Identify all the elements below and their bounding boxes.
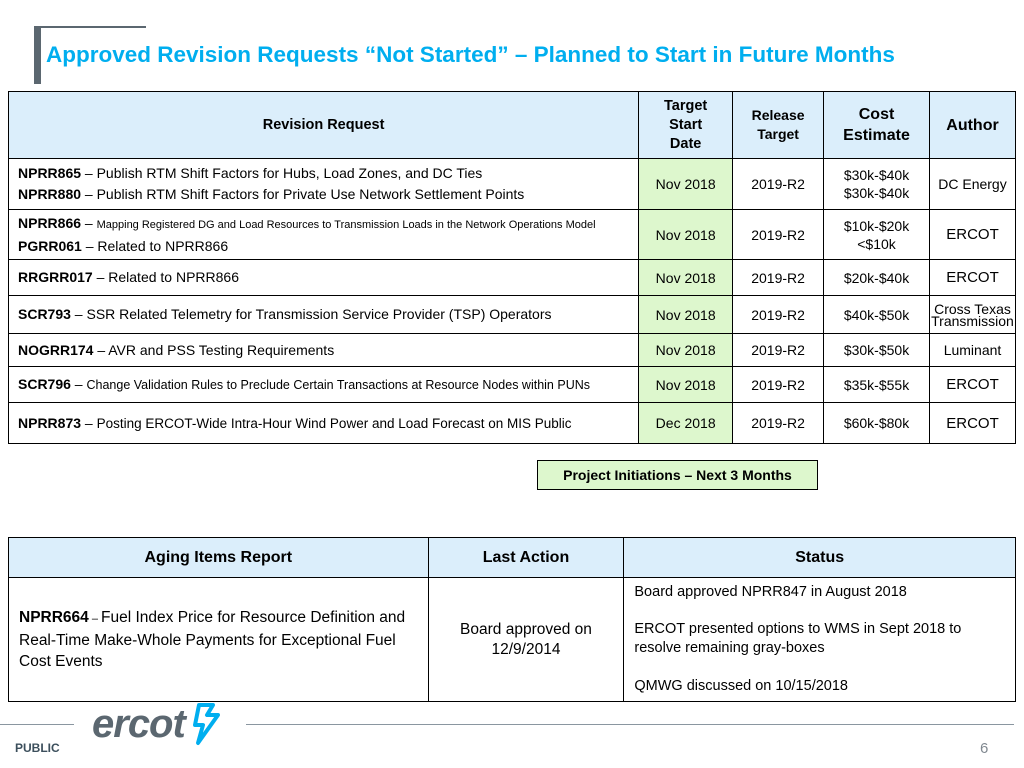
request-cell: NPRR866 – Mapping Registered DG and Load Resources to Transmission Loads in the Network Operations Model PGRR061 – Related to NPRR866 [9, 210, 639, 260]
author-cell: ERCOT [929, 260, 1015, 296]
cost-estimate-cell: $10k-$20k <$10k [824, 210, 930, 260]
target-start-cell: Nov 2018 [639, 334, 733, 367]
table-row [9, 210, 1016, 260]
request-desc: Mapping Registered DG and Load Resources to Transmission Loads in the Network Operations Model [96, 218, 596, 231]
cost-estimate-cell: $30k-$40k $30k-$40k [824, 159, 930, 210]
author-cell: ERCOT [929, 367, 1015, 403]
header-revision-request: Revision Request [9, 92, 639, 159]
release-target-cell: 2019-R2 [733, 210, 824, 260]
release-target-cell: 2019-R2 [733, 296, 824, 334]
table-header-row [9, 538, 1016, 578]
cost-estimate-cell: $30k-$50k [824, 334, 930, 367]
release-target-cell: 2019-R2 [733, 403, 824, 444]
last-action-cell: Board approved on 12/9/2014 [428, 578, 624, 702]
page-number: 6 [980, 740, 989, 757]
release-target-cell: 2019-R2 [733, 367, 824, 403]
request-id: SCR793 [18, 306, 71, 322]
table-row [9, 578, 1016, 702]
author-cell: Cross Texas Transmission [929, 296, 1015, 334]
ercot-logo [92, 701, 223, 747]
cost-estimate-cell: $20k-$40k [824, 260, 930, 296]
footer-divider-right [246, 724, 1014, 725]
request-id: NPRR866 [18, 214, 82, 231]
status-line: QMWG discussed on 10/15/2018 [634, 678, 848, 694]
target-start-cell: Nov 2018 [639, 210, 733, 260]
header-aging-items: Aging Items Report [9, 538, 429, 578]
request-id: NOGRR174 [18, 341, 94, 358]
request-cell: NPRR873 – Posting ERCOT-Wide Intra-Hour Wind Power and Load Forecast on MIS Public [9, 403, 639, 444]
request-id: NPRR880 [18, 186, 82, 202]
author-cell: ERCOT [929, 210, 1015, 260]
request-id: SCR796 [18, 375, 71, 392]
revision-requests-table [8, 91, 1016, 444]
table-row [9, 159, 1016, 210]
request-id: RRGRR017 [18, 269, 93, 285]
request-cell [9, 296, 639, 334]
cost-estimate-cell: $60k-$80k [824, 403, 930, 444]
classification-label: PUBLIC [15, 741, 60, 755]
lightning-bolt-icon [187, 701, 223, 747]
author-cell: ERCOT [929, 403, 1015, 444]
logo-text: ercot [92, 701, 185, 746]
header-last-action: Last Action [428, 538, 624, 578]
header-author: Author [929, 92, 1015, 159]
request-desc: Posting ERCOT-Wide Intra-Hour Wind Power and Load Forecast on MIS Public [96, 415, 572, 431]
table-row [9, 334, 1016, 367]
cost-estimate-cell: $35k-$55k [824, 367, 930, 403]
target-start-cell: Dec 2018 [639, 403, 733, 444]
status-cell [624, 578, 1016, 702]
request-desc: – Related to NPRR866 [81, 237, 229, 254]
table-row [9, 367, 1016, 403]
request-id: PGRR061 [18, 237, 82, 254]
request-cell [9, 260, 639, 296]
aging-items-table [8, 537, 1016, 702]
request-cell: SCR796 – Change Validation Rules to Preclude Certain Transactions at Resource Nodes within PUNs [9, 367, 639, 403]
status-line: Board approved NPRR847 in August 2018 [634, 584, 907, 600]
header-cost-estimate: Cost Estimate [824, 92, 930, 159]
request-desc: – Related to NPRR866 [92, 269, 240, 285]
project-initiations-legend: Project Initiations – Next 3 Months [537, 460, 818, 490]
request-desc: – Publish RTM Shift Factors for Private Use Network Settlement Points [81, 186, 525, 202]
table-row [9, 260, 1016, 296]
table-header-row [9, 92, 1016, 159]
release-target-cell: 2019-R2 [733, 159, 824, 210]
table-row [9, 403, 1016, 444]
release-target-cell: 2019-R2 [733, 334, 824, 367]
target-start-cell: Nov 2018 [639, 260, 733, 296]
author-cell: DC Energy [929, 159, 1015, 210]
release-target-cell: 2019-R2 [733, 260, 824, 296]
cost-estimate-cell: $40k-$50k [824, 296, 930, 334]
table-row [9, 296, 1016, 334]
title-accent-line [34, 26, 146, 28]
request-desc: – Publish RTM Shift Factors for Hubs, Load Zones, and DC Ties [81, 165, 483, 181]
request-desc: Change Validation Rules to Preclude Certain Transactions at Resource Nodes within PUNs [86, 377, 590, 392]
target-start-cell: Nov 2018 [639, 159, 733, 210]
request-cell [9, 334, 639, 367]
status-line: ERCOT presented options to WMS in Sept 2018 to resolve remaining gray-boxes [634, 621, 962, 656]
footer-divider-left [0, 724, 74, 725]
header-status: Status [624, 538, 1016, 578]
author-cell: Luminant [929, 334, 1015, 367]
request-id: NPRR865 [18, 165, 82, 181]
item-id: NPRR664 [19, 609, 89, 626]
request-desc: – AVR and PSS Testing Requirements [93, 341, 335, 358]
aging-item-cell: NPRR664 – Fuel Index Price for Resource Definition and Real-Time Make-Whole Payments for Exceptional Fuel Cost Events [9, 578, 429, 702]
header-release-target: Release Target [733, 92, 824, 159]
request-desc: – SSR Related Telemetry for Transmission Service Provider (TSP) Operators [70, 306, 552, 322]
header-target-start-date: Target Start Date [639, 92, 733, 159]
item-desc: Fuel Index Price for Resource Definition and Real-Time Make-Whole Payments for Exceptional Fuel Cost Events [19, 609, 406, 670]
request-id: NPRR873 [18, 414, 82, 431]
request-cell [9, 159, 639, 210]
target-start-cell: Nov 2018 [639, 296, 733, 334]
target-start-cell: Nov 2018 [639, 367, 733, 403]
title-accent-bar [34, 26, 41, 84]
page-title: Approved Revision Requests “Not Started” – Planned to Start in Future Months [46, 42, 895, 67]
